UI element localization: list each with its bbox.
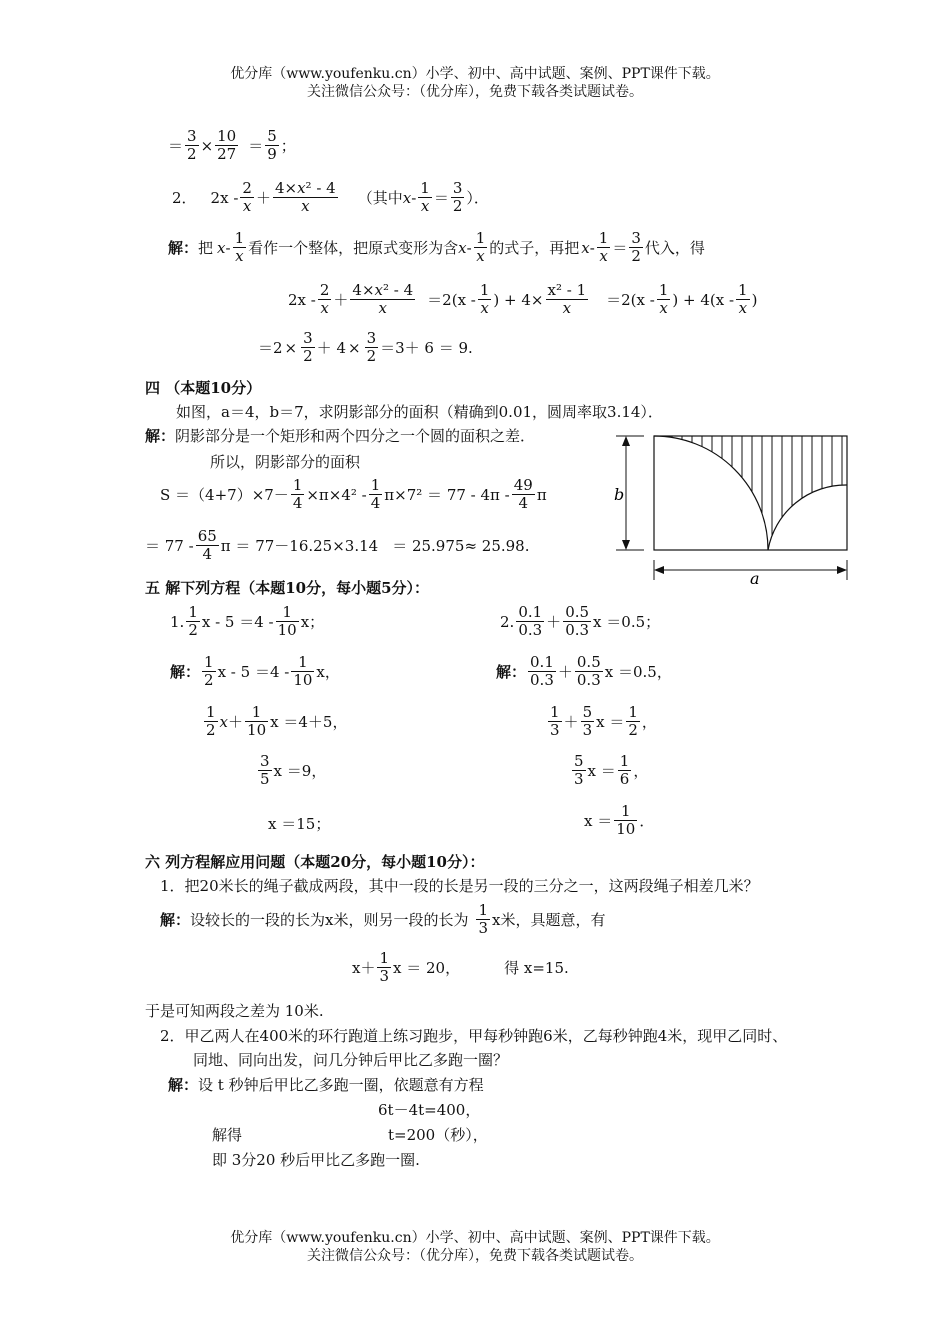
- eq5-1-sol-1: 解： $\frac{1}{2}$ x - 5 ＝4 - $\frac{1}{10}$ x，: [170, 653, 340, 689]
- label-b: b: [614, 485, 625, 504]
- solution-intro: 解： 把 x - $\frac{1}{x}$ 看作一个整体，把原式变形为含 x - $\frac{1}{x}$ 的式子，再把 x - $\frac{1}{x}$ ＝ $\frac{3}{2}$ 代入，得: [168, 229, 705, 265]
- section-6-q2-solve: t=200（秒），: [388, 1126, 488, 1144]
- equation-line-1: ＝ $\frac{3}{2}$ × $\frac{10}{27}$ ＝ $\frac{5}{9}$ ；: [168, 127, 296, 163]
- shaded-area-figure: [610, 430, 860, 590]
- final-result: ＝2 × $\frac{3}{2}$ ＋ 4 × $\frac{3}{2}$ ＝3＋ 6 ＝ 9.: [258, 329, 473, 365]
- section-6-q2-equation: 6t－4t=400，: [378, 1101, 481, 1119]
- area-formula-line-2: ＝ 77 - $\frac{65}{4}$ π ＝ 77－16.25×3.14 ＝ 25.975≈ 25.98.: [145, 527, 530, 563]
- footer-line-2: 关注微信公众号：（优分库），免费下载各类试题试卷。: [307, 1248, 643, 1264]
- transformation-line: 2x - $\frac{2}{x}$ ＋ $\frac{\text{4×x² - 4}}{x}$ ＝2(x - $\frac{1}{x}$ ) + 4 × $\frac{\text{x² - 1}}{x}$ ＝2(x - $\frac{1}{x}$ ) + 4(x - $\frac{1}{x}$ ): [288, 281, 758, 317]
- section-6-q2-solution: 解：设 t 秒钟后甲比乙多跑一圈，依题意有方程: [168, 1076, 484, 1094]
- section-6-q1-equation: x＋ $\frac{1}{3}$ x ＝ 20， 得 x=15.: [352, 949, 569, 985]
- section-6-q2-solve-label: 解得: [212, 1126, 243, 1144]
- section-4-solution: 解：阴影部分是一个矩形和两个四分之一个圆的面积之差．: [145, 427, 536, 445]
- shading-lines: [662, 436, 842, 550]
- section-4-title: 四 （本题10分）: [145, 379, 262, 397]
- header-line-1: 优分库（www.youfenku.cn）小学、初中、高中试题、案例、PPT课件下载。: [230, 66, 720, 82]
- small-quarter-arc: [768, 485, 847, 550]
- eq5-1-sol-3: $\frac{3}{5}$ x ＝9，: [260, 752, 327, 788]
- eq5-2: 2. $\frac{0.1}{0.3}$ ＋ $\frac{0.5}{0.3}$ x ＝0.5；: [500, 603, 661, 639]
- header-line-2: 关注微信公众号：（优分库），免费下载各类试题试卷。: [307, 84, 643, 100]
- section-4-prompt: 如图，a＝4，b＝7，求阴影部分的面积（精确到0.01，圆周率取3.14）．: [176, 403, 663, 421]
- fraction: $\frac{10}{27}$: [217, 127, 237, 163]
- rectangle: [654, 436, 847, 550]
- fraction: $\frac{3}{2}$: [187, 127, 197, 163]
- section-6-q2-answer: 即 3分20 秒后甲比乙多跑一圈.: [212, 1151, 420, 1169]
- section-4-so: 所以，阴影部分的面积: [210, 453, 361, 471]
- label-a: a: [750, 569, 760, 588]
- section-5-title: 五 解下列方程（本题10分，每小题5分）：: [145, 579, 430, 597]
- eq5-2-sol-3: $\frac{5}{3}$ x ＝ $\frac{1}{6}$ ，: [574, 752, 649, 788]
- eq5-1-sol-4: x ＝15；: [268, 815, 331, 833]
- section-6-title: 六 列方程解应用问题（本题20分，每小题10分）：: [145, 853, 485, 871]
- question-2: 2． 2x - $\frac{2}{x}$ ＋ $\frac{\text{4×x² - 4}}{x}$ （其中 x - $\frac{1}{x}$ ＝ $\frac{3}{2}$ ）．: [172, 179, 489, 215]
- eq5-2-sol-2: $\frac{1}{3}$ ＋ $\frac{5}{3}$ x ＝ $\frac{1}{2}$ ，: [550, 703, 657, 739]
- section-6-q2-line-2: 同地、同向出发，问几分钟后甲比乙多跑一圈？: [193, 1051, 509, 1069]
- section-6-q1-conclusion: 于是可知两段之差为 10米.: [145, 1002, 324, 1020]
- eq5-1: 1. $\frac{1}{2}$ x - 5 ＝4 - $\frac{1}{10}$ x；: [170, 603, 325, 639]
- section-6-q2-line-1: 2．甲乙两人在400米的环行跑道上练习跑步，甲每秒钟跑6米，乙每秒钟跑4米，现甲乙同时、: [160, 1027, 788, 1045]
- section-6-q1-solution: 解： 设较长的一段的长为x米，则另一段的长为 $\frac{1}{3}$ x米，具题意，有: [160, 901, 606, 937]
- fraction: $\frac{5}{9}$: [267, 127, 277, 163]
- eq5-2-sol-4: x ＝ $\frac{1}{10}$ ．: [584, 802, 655, 838]
- eq5-1-sol-2: $\frac{1}{2}$ x ＋ $\frac{1}{10}$ x ＝4＋5，: [206, 703, 348, 739]
- area-formula-line-1: S ＝（4+7）×7－ $\frac{1}{4}$ ×π×4² - $\frac{1}{4}$ π×7² ＝ 77 - 4π - $\frac{49}{4}$ π: [160, 476, 547, 512]
- section-6-q1: 1．把20米长的绳子截成两段，其中一段的长是另一段的三分之一，这两段绳子相差几米？: [160, 877, 759, 895]
- large-quarter-arc: [654, 436, 768, 550]
- footer-line-1: 优分库（www.youfenku.cn）小学、初中、高中试题、案例、PPT课件下载。: [230, 1230, 720, 1246]
- eq5-2-sol-1: 解： $\frac{0.1}{0.3}$ ＋ $\frac{0.5}{0.3}$ x ＝0.5，: [496, 653, 672, 689]
